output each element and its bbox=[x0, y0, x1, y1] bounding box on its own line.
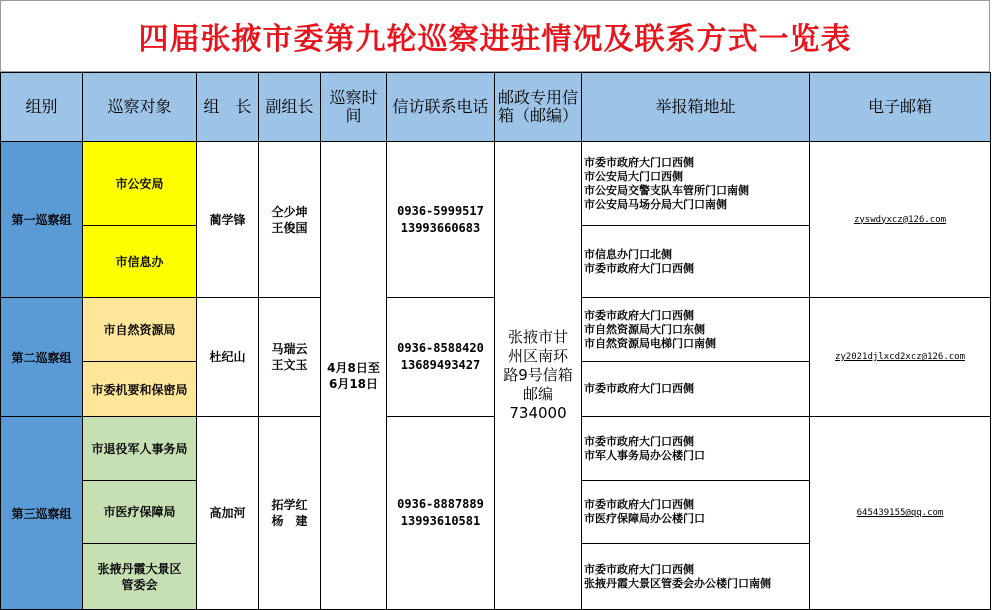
header-row bbox=[1, 73, 991, 142]
deputy-cell bbox=[259, 298, 321, 417]
address-cell bbox=[582, 142, 810, 226]
post-cell bbox=[495, 142, 582, 610]
phone-cell bbox=[387, 298, 495, 417]
phone-cell bbox=[387, 417, 495, 610]
header-post-text: 邮政专用信箱（邮编） bbox=[497, 88, 578, 125]
address-cell bbox=[582, 298, 810, 362]
email-link[interactable]: zy2021djlxcd2xcz@126.com bbox=[810, 298, 991, 417]
address-cell bbox=[582, 226, 810, 298]
target-cell: 市自然资源局 bbox=[83, 298, 197, 362]
address-line: 市公安局马场分局大门口南侧 bbox=[584, 197, 727, 211]
group-name-1: 第一巡察组 bbox=[1, 142, 83, 298]
address-line: 市医疗保障局办公楼门口 bbox=[584, 512, 705, 525]
target-cell bbox=[83, 544, 197, 610]
group-name-2: 第二巡察组 bbox=[1, 298, 83, 417]
header-address: 举报箱地址 bbox=[582, 73, 810, 142]
address-line: 市委市政府大门口西侧 bbox=[584, 261, 694, 275]
header-phone bbox=[387, 73, 495, 142]
leader-cell: 蔺学锋 bbox=[197, 142, 259, 298]
deputy-cell bbox=[259, 417, 321, 610]
header-deputy: 副组长 bbox=[259, 73, 321, 142]
page-title: 四届张掖市委第九轮巡察进驻情况及联系方式一览表 bbox=[0, 0, 990, 72]
address-line: 市公安局大门口西侧 bbox=[584, 169, 683, 183]
email-link[interactable]: zyswdyxcz@126.com bbox=[810, 142, 991, 298]
header-email: 电子邮箱 bbox=[810, 73, 991, 142]
table-row bbox=[1, 142, 991, 226]
address-line: 市委市政府大门口西侧 bbox=[584, 562, 694, 576]
deputy-text: 仝少坤 王俊国 bbox=[271, 204, 308, 235]
header-time bbox=[321, 73, 387, 142]
target-cell: 市信息办 bbox=[83, 226, 197, 298]
address-line: 张掖丹霞大景区管委会办公楼门口南侧 bbox=[584, 576, 771, 590]
inspection-table bbox=[0, 72, 991, 610]
address-line: 市军人事务局办公楼门口 bbox=[584, 448, 705, 462]
phone-text: 0936-8588420 13689493427 bbox=[397, 341, 484, 372]
address-line: 市信息办门口北侧 bbox=[584, 247, 672, 261]
address-cell bbox=[582, 481, 810, 544]
target-cell: 市医疗保障局 bbox=[83, 481, 197, 544]
target-text: 张掖丹霞大景区管委会 bbox=[97, 561, 182, 592]
deputy-text: 马瑞云 王文玉 bbox=[271, 342, 308, 372]
deputy-cell bbox=[259, 142, 321, 298]
address-line: 市委市政府大门口西侧 bbox=[584, 498, 694, 511]
header-target: 巡察对象 bbox=[83, 73, 197, 142]
target-cell: 市委机要和保密局 bbox=[83, 362, 197, 417]
address-line: 市委市政府大门口西侧 bbox=[584, 308, 694, 322]
phone-text: 0936-8887889 13993610581 bbox=[397, 497, 484, 528]
address-line: 市委市政府大门口西侧 bbox=[584, 382, 694, 395]
header-time-text: 巡察时间 bbox=[329, 88, 378, 125]
time-text: 4月8日至6月18日 bbox=[327, 360, 380, 391]
header-phone-text: 信访联系电话 bbox=[392, 97, 489, 116]
address-cell bbox=[582, 544, 810, 610]
post-text: 张掖市甘州区南环路9号信箱邮编734000 bbox=[503, 328, 573, 422]
leader-cell: 杜纪山 bbox=[197, 298, 259, 417]
email-link[interactable]: 645439155@qq.com bbox=[810, 417, 991, 610]
phone-text: 0936-5999517 13993660683 bbox=[397, 203, 484, 235]
address-line: 市委市政府大门口西侧 bbox=[584, 155, 694, 169]
header-group: 组别 bbox=[1, 73, 83, 142]
address-line: 市委市政府大门口西侧 bbox=[584, 434, 694, 448]
address-cell bbox=[582, 362, 810, 417]
address-line: 市自然资源局电梯门口南侧 bbox=[584, 336, 716, 350]
group-name-3: 第三巡察组 bbox=[1, 417, 83, 610]
leader-cell: 高加河 bbox=[197, 417, 259, 610]
address-line: 市自然资源局大门口东侧 bbox=[584, 322, 705, 336]
address-line: 市公安局交警支队车管所门口南侧 bbox=[584, 183, 749, 197]
phone-cell bbox=[387, 142, 495, 298]
time-cell bbox=[321, 142, 387, 610]
address-cell bbox=[582, 417, 810, 481]
header-post bbox=[495, 73, 582, 142]
deputy-text: 拓学红 杨 建 bbox=[271, 498, 308, 528]
target-cell: 市退役军人事务局 bbox=[83, 417, 197, 481]
header-leader: 组 长 bbox=[197, 73, 259, 142]
target-cell: 市公安局 bbox=[83, 142, 197, 226]
